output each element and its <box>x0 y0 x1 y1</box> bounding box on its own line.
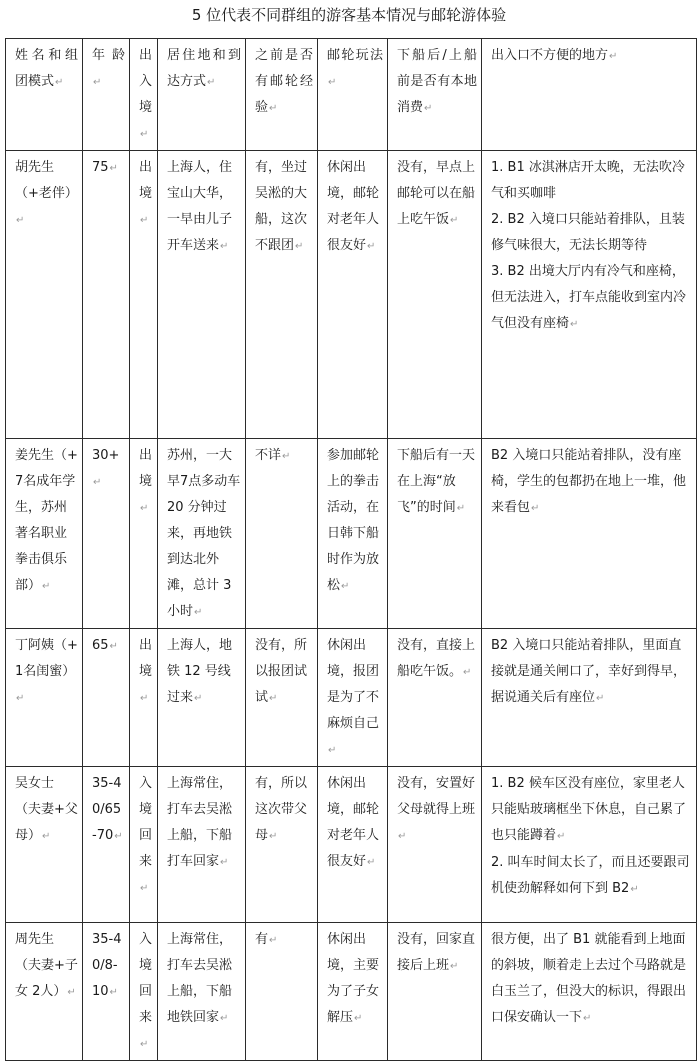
cell-issues <box>482 923 697 1061</box>
cell-name: 吴女士（夫妻+父母）↵ <box>6 767 83 923</box>
cell-age: 35-40/8-10↵ <box>83 923 130 1061</box>
issue-item: B2 入境口只能站着排队，里面直接就是通关闸口了，幸好到得早，据说通关后有座位↵ <box>491 638 687 705</box>
cell-age: 35-40/65-70↵ <box>83 767 130 923</box>
cell-name: 胡先生（+老伴）↵ <box>6 151 83 439</box>
cell-residence: 苏州，一大早7点多动车 20 分钟过来，再地铁到达北外滩，总计 3 小时↵ <box>158 439 246 629</box>
cell-issues <box>482 767 697 923</box>
cell-issues <box>482 629 697 767</box>
header-name: 姓名和组团模式↵ <box>6 39 83 151</box>
issue-item: 很方便，出了 B1 就能看到上地面的斜坡，顺着走上去过个马路就是白玉兰了，但没大的标识，得跟出口保安确认一下↵ <box>491 932 687 1025</box>
cell-direction: 出境↵ <box>130 151 158 439</box>
cell-direction: 入境回来↵ <box>130 767 158 923</box>
page-title: 5 位代表不同群组的游客基本情况与邮轮游体验 <box>191 6 507 24</box>
header-residence: 居住地和到达方式↵ <box>158 39 246 151</box>
header-issues: 出入口不方便的地方↵ <box>482 39 697 151</box>
table-row <box>6 629 697 767</box>
table-row <box>6 767 697 923</box>
issue-item: 2. 叫车时间太长了，而且还要跟司机使劲解释如何下到 B2↵ <box>491 855 690 896</box>
cell-issues <box>482 151 697 439</box>
cell-residence: 上海常住，打车去吴淞上船，下船打车回家↵ <box>158 767 246 923</box>
header-age: 年龄↵ <box>83 39 130 151</box>
issue-item: B2 入境口只能站着排队，没有座椅，学生的包都扔在地上一堆，他来看包↵ <box>491 448 687 515</box>
cell-play: 休闲出境，邮轮对老年人很友好↵ <box>318 151 388 439</box>
cell-consumption: 没有，直接上船吃午饭。↵ <box>388 629 482 767</box>
cell-play: 休闲出境，邮轮对老年人很友好↵ <box>318 767 388 923</box>
cell-play: 参加邮轮上的拳击活动，在日韩下船时作为放松↵ <box>318 439 388 629</box>
cell-consumption: 没有，安置好父母就得上班↵ <box>388 767 482 923</box>
cell-play: 休闲出境，主要为了子女解压↵ <box>318 923 388 1061</box>
cell-residence: 上海常住，打车去吴淞上船，下船地铁回家↵ <box>158 923 246 1061</box>
cell-direction: 入境回来↵ <box>130 923 158 1061</box>
header-row <box>6 39 697 151</box>
cell-age: 65↵ <box>83 629 130 767</box>
issue-item: 1. B1 冰淇淋店开太晚，无法吹冷气和买咖啡 <box>491 160 685 201</box>
cell-direction: 出境↵ <box>130 629 158 767</box>
cell-issues <box>482 439 697 629</box>
issue-item: 3. B2 出境大厅内有冷气和座椅，但无法进入，打车点能收到室内冷气但没有座椅↵ <box>491 264 687 331</box>
cell-experience: 不详↵ <box>246 439 318 629</box>
cell-age: 75↵ <box>83 151 130 439</box>
table-row <box>6 439 697 629</box>
cell-consumption: 下船后有一天在上海“放飞”的时间↵ <box>388 439 482 629</box>
cell-residence: 上海人，住宝山大华，一早由儿子开车送来↵ <box>158 151 246 439</box>
cell-play: 休闲出境，报团是为了不麻烦自己↵ <box>318 629 388 767</box>
cell-consumption: 没有，早点上邮轮可以在船上吃午饭↵ <box>388 151 482 439</box>
header-consumption: 下船后/上船前是否有本地消费↵ <box>388 39 482 151</box>
cell-name: 丁阿姨（+1名闺蜜）↵ <box>6 629 83 767</box>
cell-consumption: 没有，回家直接后上班↵ <box>388 923 482 1061</box>
survey-table <box>5 38 697 1061</box>
issue-item: 2. B2 入境口只能站着排队，且装修气味很大，无法长期等待 <box>491 212 685 253</box>
header-experience: 之前是否有邮轮经验↵ <box>246 39 318 151</box>
header-direction: 出入境↵ <box>130 39 158 151</box>
table-row <box>6 151 697 439</box>
header-play: 邮轮玩法↵ <box>318 39 388 151</box>
issue-item: 1. B2 候车区没有座位，家里老人只能贴玻璃框坐下休息，自己累了也只能蹲着↵ <box>491 776 687 843</box>
cell-name: 姜先生（+7名成年学生，苏州著名职业拳击俱乐部）↵ <box>6 439 83 629</box>
table-row <box>6 923 697 1061</box>
cell-experience: 有，所以这次带父母↵ <box>246 767 318 923</box>
cell-residence: 上海人，地铁 12 号线过来↵ <box>158 629 246 767</box>
cell-experience: 有↵ <box>246 923 318 1061</box>
cell-direction: 出境↵ <box>130 439 158 629</box>
cell-experience: 有，坐过吴淞的大船，这次不跟团↵ <box>246 151 318 439</box>
cell-name: 周先生（夫妻+子女 2人）↵ <box>6 923 83 1061</box>
cell-age: 30+↵ <box>83 439 130 629</box>
cell-experience: 没有，所以报团试试↵ <box>246 629 318 767</box>
